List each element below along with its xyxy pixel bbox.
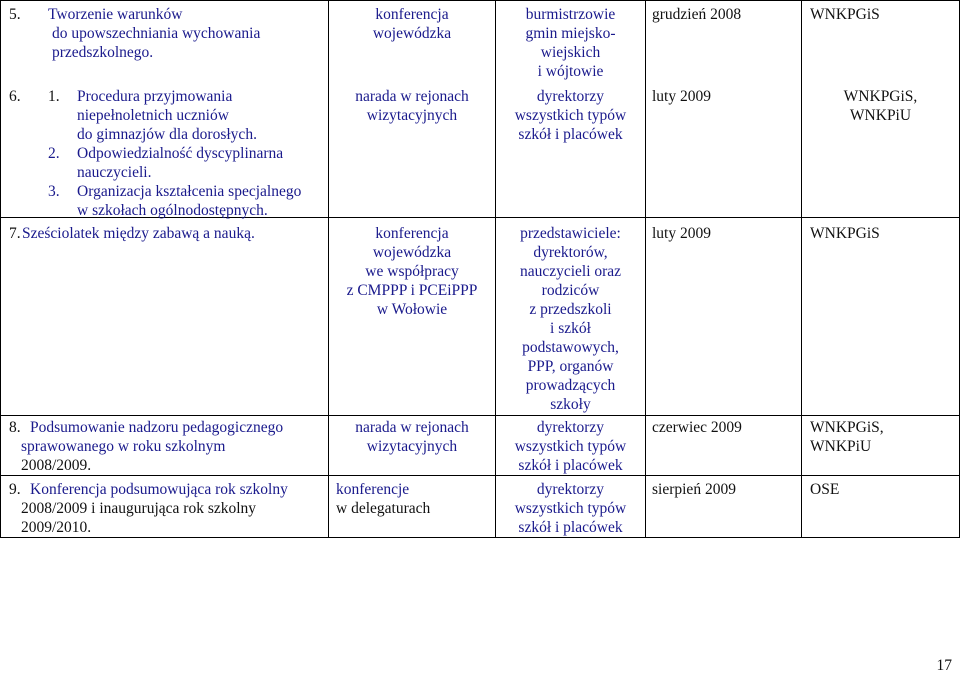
task-line: do upowszechniania wychowania: [52, 25, 261, 42]
target-line: podstawowych,: [522, 339, 619, 356]
target-line: wiejskich: [540, 44, 601, 61]
form-line: we współpracy: [365, 263, 459, 280]
date-cell: czerwiec 2009: [652, 419, 742, 436]
date-cell: luty 2009: [652, 225, 711, 242]
form-cell: [329, 418, 495, 456]
task-line: przedszkolnego.: [52, 44, 154, 61]
subitem: [48, 182, 301, 220]
target-line: szkół i placówek: [518, 457, 623, 474]
task-line: Konferencja podsumowująca rok szkolny: [30, 481, 288, 498]
form-line: wojewódzka: [372, 244, 452, 261]
responsible-line: WNKPGiS,: [843, 88, 918, 105]
form-cell: [336, 480, 430, 518]
target-cell: [496, 87, 645, 144]
row-divider: [0, 537, 960, 538]
responsible-line: WNKPGiS,: [810, 419, 884, 436]
date-cell: sierpień 2009: [652, 481, 736, 498]
task-cell: [22, 224, 255, 243]
task-cell: [48, 5, 260, 62]
form-line: konferencje: [336, 481, 410, 498]
task-line: Odpowiedzialność dyscyplinarna: [77, 145, 284, 162]
target-line: wszystkich typów: [514, 438, 627, 455]
row-divider: [0, 475, 960, 476]
task-line: do gimnazjów dla dorosłych.: [77, 126, 257, 143]
target-cell: [496, 480, 645, 537]
subitem-number: 3.: [48, 183, 60, 200]
task-cell: [21, 480, 288, 537]
column-divider: [0, 0, 1, 538]
form-line: narada w rejonach: [355, 88, 469, 105]
row-number: 7.: [9, 225, 21, 242]
form-line: w Wołowie: [376, 301, 448, 318]
page-number: 17: [936, 657, 952, 673]
subitem-number: 1.: [48, 88, 60, 105]
target-line: rodziców: [541, 282, 600, 299]
target-line: szkoły: [550, 396, 591, 413]
target-cell: [496, 5, 645, 81]
date-cell: grudzień 2008: [652, 6, 742, 23]
task-cell: [48, 87, 301, 220]
task-line: niepełnoletnich uczniów: [77, 107, 229, 124]
responsible-cell: [802, 87, 959, 125]
target-line: szkół i placówek: [518, 126, 623, 143]
target-line: dyrektorów,: [533, 244, 608, 261]
target-line: burmistrzowie: [525, 6, 616, 23]
row-number: 6.: [9, 88, 21, 105]
subitem: [48, 87, 301, 144]
task-line: Sześciolatek między zabawą a nauką.: [22, 225, 255, 242]
responsible-line: WNKPGiS: [810, 6, 880, 23]
target-line: dyrektorzy: [536, 88, 605, 105]
subitem: [48, 144, 301, 182]
responsible-line: WNKPiU: [849, 107, 912, 124]
responsible-line: WNKPGiS: [810, 225, 880, 242]
column-divider: [801, 0, 802, 538]
task-line: Tworzenie warunków: [48, 6, 183, 23]
target-line: gmin miejsko-: [525, 25, 616, 42]
target-line: z przedszkoli: [529, 301, 612, 318]
target-line: i wójtowie: [537, 63, 604, 80]
target-line: nauczycieli oraz: [519, 263, 622, 280]
form-cell: [329, 224, 495, 319]
task-line: 2009/2010.: [21, 519, 92, 536]
form-line: konferencja: [375, 225, 449, 242]
row-divider: [0, 0, 960, 1]
target-line: dyrektorzy: [536, 419, 605, 436]
column-divider: [645, 0, 646, 538]
responsible-cell: [810, 480, 839, 499]
task-line: Podsumowanie nadzoru pedagogicznego: [30, 419, 284, 436]
target-line: i szkół: [550, 320, 591, 337]
target-line: przedstawiciele:: [520, 225, 621, 242]
responsible-cell: [810, 418, 884, 456]
form-line: wojewódzka: [372, 25, 452, 42]
row-number: 8.: [9, 419, 21, 436]
task-line: 2008/2009.: [21, 457, 92, 474]
task-line: Organizacja kształcenia specjalnego: [77, 183, 302, 200]
form-line: konferencja: [375, 6, 449, 23]
date-cell: luty 2009: [652, 88, 711, 105]
target-cell: [496, 224, 645, 414]
responsible-cell: [810, 5, 880, 24]
target-line: prowadzących: [525, 377, 616, 394]
responsible-line: OSE: [810, 481, 840, 498]
task-line: 2008/2009 i inaugurująca rok szkolny: [21, 500, 257, 517]
task-cell: [21, 418, 284, 475]
row-number: 5.: [9, 6, 21, 23]
task-line: sprawowanego w roku szkolnym: [21, 438, 226, 455]
subitem-number: 2.: [48, 145, 60, 162]
target-line: dyrektorzy: [536, 481, 605, 498]
responsible-cell: [810, 224, 880, 243]
form-cell: [329, 5, 495, 43]
form-cell: [329, 87, 495, 125]
task-line: nauczycieli.: [77, 164, 152, 181]
form-line: wizytacyjnych: [366, 107, 458, 124]
target-line: szkół i placówek: [518, 519, 623, 536]
target-line: wszystkich typów: [514, 500, 627, 517]
target-cell: [496, 418, 645, 475]
row-number: 9.: [9, 481, 21, 498]
responsible-line: WNKPiU: [810, 438, 872, 455]
form-line: w delegaturach: [336, 500, 431, 517]
task-line: w szkołach ogólnodostępnych.: [77, 202, 268, 219]
form-line: narada w rejonach: [355, 419, 469, 436]
form-line: z CMPPP i PCEiPPP: [346, 282, 478, 299]
row-divider: [0, 415, 960, 416]
target-line: wszystkich typów: [514, 107, 627, 124]
task-line: Procedura przyjmowania: [77, 88, 233, 105]
form-line: wizytacyjnych: [366, 438, 458, 455]
target-line: PPP, organów: [527, 358, 614, 375]
